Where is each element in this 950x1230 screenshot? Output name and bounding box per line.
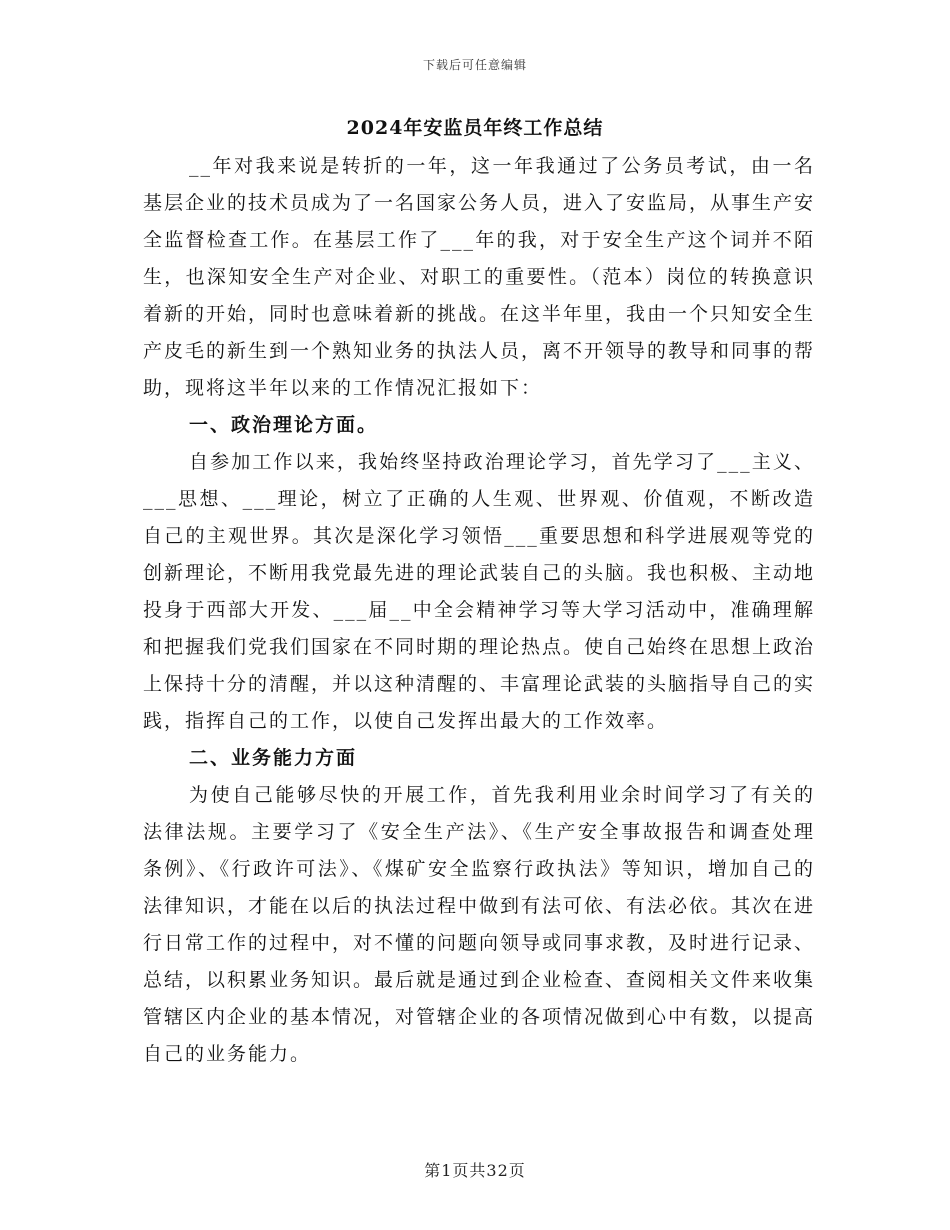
intro-paragraph: __年对我来说是转折的一年，这一年我通过了公务员考试，由一名基层企业的技术员成为了一名国家公务人员，进入了安监局，从事生产安全监督检查工作。在基层工作了___年的我，对于安全生产这个词并不陌生，也深知安全生产对企业、对职工的重要性。（范本）岗位的转换意识着新的开始，同时也意味着新的挑战。在这半年里，我由一个只知安全生产皮毛的新生到一个熟知业务的执法人员，离不开领导的教导和同事的帮助，现将这半年以来的工作情况汇报如下： (143, 155, 816, 399)
business-ability-paragraph: 为使自己能够尽快的开展工作，首先我利用业余时间学习了有关的法律法规。主要学习了《安全生产法》、《生产安全事故报告和调查处理条例》、《行政许可法》、《煤矿安全监察行政执法》等知识，增加自己的法律知识，才能在以后的执法过程中做到有法可依、有法必依。其次在进行日常工作的过程中，对不懂的问题向领导或同事求教，及时进行记录、总结，以积累业务知识。最后就是通过到企业检查、查阅相关文件来收集管辖区内企业的基本情况，对管辖企业的各项情况做到心中有数，以提高自己的业务能力。 (143, 784, 816, 1065)
section-heading-business-ability: 二、业务能力方面 (189, 747, 358, 769)
page-number-footer: 第1页共32页 (424, 1161, 526, 1180)
political-theory-paragraph: 自参加工作以来，我始终坚持政治理论学习，首先学习了___主义、___思想、___理论，树立了正确的人生观、世界观、价值观，不断改造自己的主观世界。其次是深化学习领悟___重要思想和科学进展观等党的创新理论，不断用我党最先进的理论武装自己的头脑。我也积极、主动地投身于西部大开发、___届__中全会精神学习等大学习活动中，准确理解和把握我们党我们国家在不同时期的理论热点。使自己始终在思想上政治上保持十分的清醒，并以这种清醒的、丰富理论武装的头脑指导自己的实践，指挥自己的工作，以使自己发挥出最大的工作效率。 (143, 451, 816, 732)
document-title: 2024年安监员年终工作总结 (346, 117, 604, 139)
document-body (143, 148, 815, 1073)
header-note: 下载后可任意编辑 (422, 58, 527, 72)
section-heading-political-theory: 一、政治理论方面。 (189, 414, 379, 436)
